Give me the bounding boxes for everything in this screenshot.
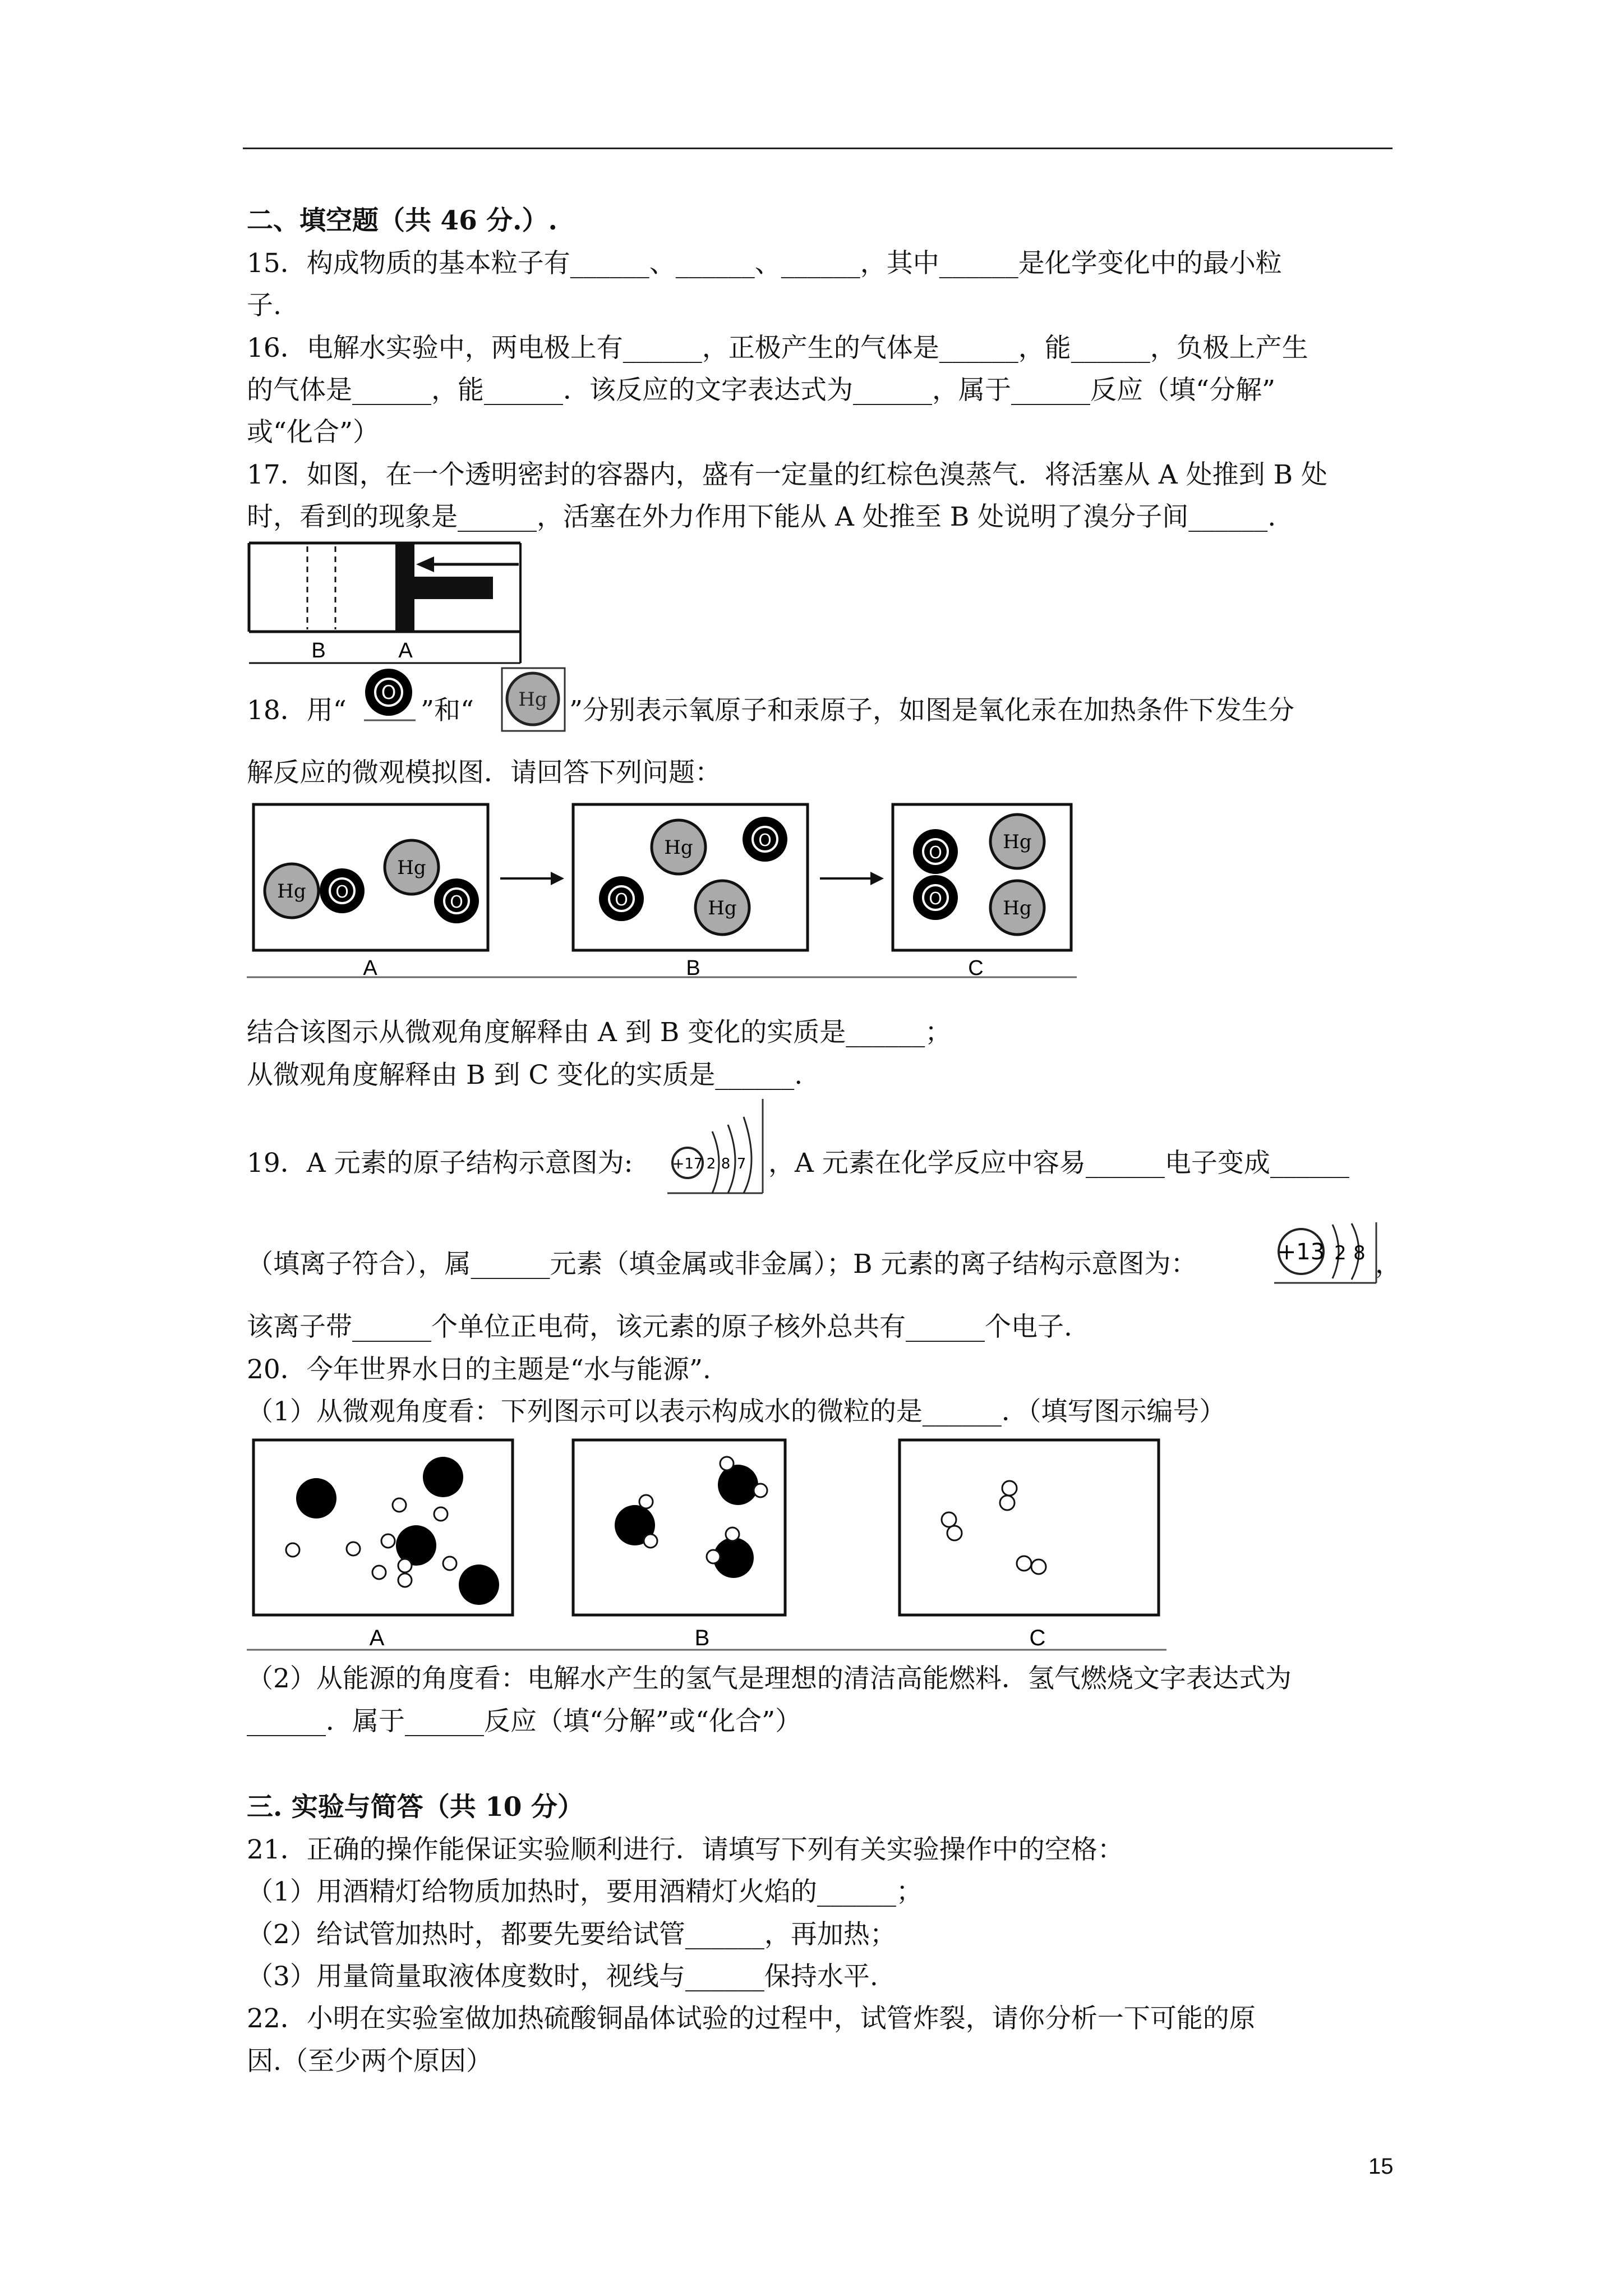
q15-line-1: 15．构成物质的基本粒子有______、______、______，其中______是化学变化中的最小粒 xyxy=(247,248,1282,279)
hg-atom: Hg xyxy=(708,897,737,919)
hg-atom: Hg xyxy=(277,880,306,903)
q17-line-2: 时，看到的现象是______，活塞在外力作用下能从 A 处推至 B 处说明了溴分子间______. xyxy=(247,501,1276,532)
q21-line-2: （1）用酒精灯给物质加热时，要用酒精灯火焰的______； xyxy=(247,1876,923,1907)
o-atom: O xyxy=(929,843,942,863)
q16-line-3: 或“化合”） xyxy=(247,417,380,448)
box-b xyxy=(573,1440,785,1615)
o-atom: O xyxy=(929,889,942,909)
q22-line-2: 因.（至少两个原因） xyxy=(247,2046,492,2077)
box-c xyxy=(900,1440,1159,1615)
q20-line-2: （1）从微观角度看：下列图示可以表示构成水的微粒的是______．（填写图示编号） xyxy=(247,1396,1226,1427)
page-number: 15 xyxy=(1368,2154,1394,2179)
q18-line-1a: 18．用“ xyxy=(247,695,347,726)
q19-line-1b: ，A 元素在化学反应中容易______电子变成______ xyxy=(768,1148,1349,1179)
q18-line-1b: ”和“ xyxy=(421,695,474,726)
q21-line-1: 21．正确的操作能保证实验顺利进行．请填写下列有关实验操作中的空格： xyxy=(247,1834,1124,1865)
water-particle-figure xyxy=(247,1433,1166,1652)
shell-2-electrons: 8 xyxy=(721,1156,731,1172)
q20-line-3: （2）从能源的角度看：电解水产生的氢气是理想的清洁高能燃料．氢气燃烧文字表达式为 xyxy=(247,1663,1292,1694)
q15-line-2: 子. xyxy=(247,290,282,321)
header-rule xyxy=(243,148,1393,149)
label-a: A xyxy=(398,639,413,662)
q16-line-2: 的气体是______，能______．该反应的文字表达式为______，属于______反应（填“分解” xyxy=(247,375,1276,406)
o-atom: O xyxy=(335,882,349,902)
piston-head xyxy=(395,544,414,631)
o-atom: O xyxy=(615,890,628,910)
q20-line-4: ______．属于______反应（填“分解”或“化合”） xyxy=(247,1706,802,1737)
mercury-oxide-decomposition-figure xyxy=(247,797,1077,987)
q16-line-1: 16．电解水实验中，两电极上有______，正极产生的气体是______，能______，负极上产生 xyxy=(247,333,1308,364)
q22-line-1: 22．小明在实验室做加热硫酸铜晶体试验的过程中，试管炸裂，请你分析一下可能的原 xyxy=(247,2003,1256,2034)
label-b: B xyxy=(694,1626,710,1650)
hg-atom: Hg xyxy=(397,857,426,879)
label-a: A xyxy=(369,1626,385,1650)
q19-line-2b: ， xyxy=(1375,1249,1401,1280)
shell-1-electrons: 2 xyxy=(706,1156,716,1172)
q20-line-1: 20．今年世界水日的主题是“水与能源”. xyxy=(247,1354,711,1385)
section-experiment-title: 三. 实验与简答（共 10 分） xyxy=(247,1792,584,1823)
label-c: C xyxy=(1029,1626,1046,1650)
q18-line-1c: ”分别表示氧原子和汞原子，如图是氧化汞在加热条件下发生分 xyxy=(569,695,1295,726)
o-atom: O xyxy=(450,892,463,912)
label-b: B xyxy=(311,639,326,662)
atom-a-structure-diagram xyxy=(665,1097,766,1197)
box-c xyxy=(893,804,1071,950)
q18-line-4: 从微观角度解释由 B 到 C 变化的实质是______. xyxy=(247,1060,803,1091)
q19-line-2a: （填离子符合），属______元素（填金属或非金属）；B 元素的离子结构示意图为： xyxy=(247,1249,1197,1280)
q18-line-2: 解反应的微观模拟图．请回答下列问题： xyxy=(247,757,721,788)
o-atom: O xyxy=(758,831,772,850)
svg-text:Hg: Hg xyxy=(518,688,547,711)
hg-atom: Hg xyxy=(1003,897,1032,919)
section-fill-in-title: 二、填空题（共 46 分.）. xyxy=(247,205,557,236)
hg-atom: Hg xyxy=(1003,831,1032,853)
nucleus-charge: +13 xyxy=(1277,1239,1325,1265)
q19-line-3: 该离子带______个单位正电荷，该元素的原子核外总共有______个电子. xyxy=(247,1312,1072,1342)
hg-atom: Hg xyxy=(664,836,693,859)
q18-line-3: 结合该图示从微观角度解释由 A 到 B 变化的实质是______； xyxy=(247,1017,952,1048)
label-a: A xyxy=(363,956,377,980)
nucleus-charge: +17 xyxy=(672,1156,703,1172)
q19-line-1a: 19．A 元素的原子结构示意图为: xyxy=(247,1148,633,1179)
piston-rod xyxy=(414,577,493,599)
svg-text:O: O xyxy=(381,682,396,704)
piston-cylinder-figure xyxy=(247,540,524,665)
shell-1-electrons: 2 xyxy=(1334,1242,1347,1264)
q21-line-4: （3）用量筒量取液体度数时，视线与______保持水平. xyxy=(247,1961,878,1992)
q21-line-3: （2）给试管加热时，都要先要给试管______，再加热； xyxy=(247,1919,896,1950)
ion-b-structure-diagram xyxy=(1272,1220,1378,1287)
label-c: C xyxy=(968,956,984,980)
label-b: B xyxy=(686,956,700,980)
oxygen-atom-icon xyxy=(362,666,418,727)
mercury-atom-icon xyxy=(500,666,568,736)
shell-3-electrons: 7 xyxy=(736,1156,746,1172)
shell-2-electrons: 8 xyxy=(1353,1242,1366,1264)
q17-line-1: 17．如图，在一个透明密封的容器内，盛有一定量的红棕色溴蒸气．将活塞从 A 处推到 B 处 xyxy=(247,459,1328,490)
